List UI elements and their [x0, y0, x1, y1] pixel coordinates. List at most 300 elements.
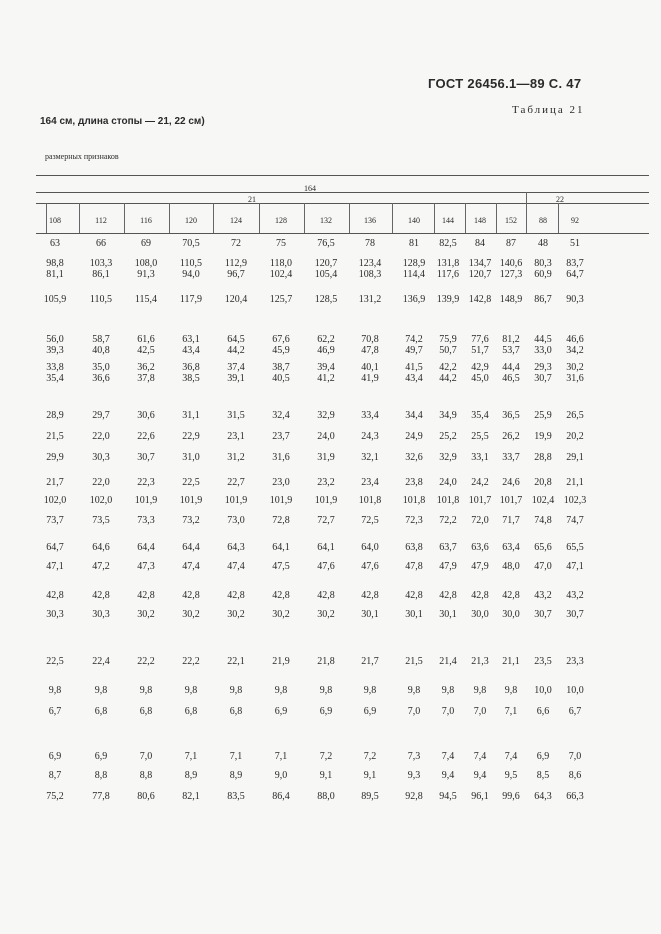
table-cell: 24,9: [405, 431, 423, 442]
table-cell: 64,6: [92, 542, 110, 553]
table-cell: 6,7: [568, 706, 582, 717]
table-cell: 44,4: [502, 362, 520, 373]
table-cell: 65,5: [566, 542, 584, 553]
table-cell: 42,8: [227, 590, 245, 601]
table-cell: 6,9: [363, 706, 377, 717]
table-cell: 42,8: [405, 590, 423, 601]
table-cell: 26,5: [566, 410, 584, 421]
table-cell: 22,1: [227, 656, 245, 667]
table-cell: 9,8: [274, 685, 288, 696]
table-cell: 22,2: [137, 656, 155, 667]
table-cell: 42,8: [272, 590, 290, 601]
column-header: 88: [539, 216, 547, 225]
table-cell: 102,0: [43, 495, 67, 506]
table-cell: 39,1: [227, 373, 245, 384]
table-cell: 82,1: [182, 791, 200, 802]
table-cell: 28,9: [46, 410, 64, 421]
table-cell: 7,3: [407, 751, 421, 762]
table-rule: [36, 233, 649, 234]
table-cell: 102,3: [563, 495, 587, 506]
table-cell: 30,3: [46, 609, 64, 620]
table-cell: 140,6: [499, 258, 523, 269]
table-cell: 6,8: [94, 706, 108, 717]
table-cell: 102,0: [89, 495, 113, 506]
table-cell: 36,8: [182, 362, 200, 373]
table-cell: 7,1: [184, 751, 198, 762]
table-cell: 9,8: [229, 685, 243, 696]
table-cell: 29,1: [566, 452, 584, 463]
table-cell: 36,2: [137, 362, 155, 373]
table-cell: 128,5: [314, 294, 338, 305]
table-cell: 7,1: [504, 706, 518, 717]
table-cell: 32,6: [405, 452, 423, 463]
table-cell: 76,5: [317, 238, 335, 249]
table-cell: 43,2: [566, 590, 584, 601]
table-cell: 105,9: [43, 294, 67, 305]
table-cell: 45,9: [272, 345, 290, 356]
table-cell: 25,5: [471, 431, 489, 442]
table-cell: 42,8: [92, 590, 110, 601]
table-cell: 28,8: [534, 452, 552, 463]
table-cell: 110,5: [89, 294, 113, 305]
table-cell: 6,8: [184, 706, 198, 717]
table-cell: 21,3: [471, 656, 489, 667]
table-cell: 72,8: [272, 515, 290, 526]
table-cell: 6,9: [48, 751, 62, 762]
table-cell: 81,2: [502, 334, 520, 345]
column-header: 116: [140, 216, 152, 225]
table-cell: 115,4: [134, 294, 158, 305]
table-cell: 66,3: [566, 791, 584, 802]
table-cell: 63,4: [502, 542, 520, 553]
table-cell: 22,5: [182, 477, 200, 488]
table-cell: 72: [231, 238, 241, 249]
table-cell: 8,6: [568, 770, 582, 781]
table-cell: 31,6: [566, 373, 584, 384]
table-cell: 72,3: [405, 515, 423, 526]
table-cell: 9,8: [319, 685, 333, 696]
table-cell: 8,7: [48, 770, 62, 781]
table-cell: 6,8: [139, 706, 153, 717]
table-cell: 30,2: [272, 609, 290, 620]
table-cell: 37,4: [227, 362, 245, 373]
table-cell: 30,2: [137, 609, 155, 620]
table-cell: 7,4: [504, 751, 518, 762]
table-cell: 8,9: [229, 770, 243, 781]
table-cell: 23,0: [272, 477, 290, 488]
column-header: 132: [320, 216, 332, 225]
table-cell: 117,9: [179, 294, 203, 305]
table-cell: 30,1: [405, 609, 423, 620]
column-header: 124: [230, 216, 242, 225]
column-header: 144: [442, 216, 454, 225]
table-cell: 21,4: [439, 656, 457, 667]
table-cell: 81,1: [46, 269, 64, 280]
table-cell: 50,7: [439, 345, 457, 356]
table-cell: 89,5: [361, 791, 379, 802]
foot-group-label: 21: [248, 195, 256, 204]
table-cell: 31,1: [182, 410, 200, 421]
table-cell: 72,7: [317, 515, 335, 526]
table-cell: 63,8: [405, 542, 423, 553]
table-cell: 32,9: [317, 410, 335, 421]
table-cell: 7,0: [473, 706, 487, 717]
table-cell: 73,0: [227, 515, 245, 526]
table-cell: 31,5: [227, 410, 245, 421]
table-cell: 86,7: [534, 294, 552, 305]
table-cell: 30,6: [137, 410, 155, 421]
column-header: 108: [49, 216, 61, 225]
table-cell: 30,7: [566, 609, 584, 620]
table-cell: 46,9: [317, 345, 335, 356]
table-cell: 112,9: [224, 258, 248, 269]
table-cell: 41,5: [405, 362, 423, 373]
table-cell: 30,0: [471, 609, 489, 620]
table-cell: 21,9: [272, 656, 290, 667]
table-cell: 6,9: [319, 706, 333, 717]
table-cell: 38,7: [272, 362, 290, 373]
table-cell: 42,8: [317, 590, 335, 601]
table-cell: 44,2: [227, 345, 245, 356]
table-cell: 9,8: [363, 685, 377, 696]
table-cell: 40,5: [272, 373, 290, 384]
table-cell: 73,5: [92, 515, 110, 526]
table-cell: 39,3: [46, 345, 64, 356]
table-cell: 22,5: [46, 656, 64, 667]
table-cell: 74,2: [405, 334, 423, 345]
table-cell: 9,8: [473, 685, 487, 696]
table-cell: 23,3: [566, 656, 584, 667]
table-cell: 47,1: [46, 561, 64, 572]
table-cell: 94,0: [182, 269, 200, 280]
table-cell: 22,7: [227, 477, 245, 488]
table-cell: 63,7: [439, 542, 457, 553]
table-cell: 29,9: [46, 452, 64, 463]
table-cell: 7,1: [229, 751, 243, 762]
table-cell: 64,1: [317, 542, 335, 553]
table-cell: 78: [365, 238, 375, 249]
table-cell: 71,7: [502, 515, 520, 526]
table-cell: 41,9: [361, 373, 379, 384]
table-cell: 35,4: [471, 410, 489, 421]
table-cell: 120,7: [468, 269, 492, 280]
table-cell: 32,1: [361, 452, 379, 463]
table-cell: 8,9: [184, 770, 198, 781]
table-cell: 23,5: [534, 656, 552, 667]
table-cell: 24,3: [361, 431, 379, 442]
table-cell: 47,8: [405, 561, 423, 572]
table-cell: 120,7: [314, 258, 338, 269]
table-cell: 136,9: [402, 294, 426, 305]
table-cell: 30,1: [361, 609, 379, 620]
column-header: 148: [474, 216, 486, 225]
table-cell: 30,0: [502, 609, 520, 620]
table-cell: 40,8: [92, 345, 110, 356]
table-cell: 32,9: [439, 452, 457, 463]
table-cell: 33,8: [46, 362, 64, 373]
table-cell: 72,0: [471, 515, 489, 526]
table-cell: 120,4: [224, 294, 248, 305]
table-cell: 9,4: [473, 770, 487, 781]
table-cell: 21,5: [46, 431, 64, 442]
table-cell: 29,3: [534, 362, 552, 373]
table-cell: 30,2: [566, 362, 584, 373]
table-cell: 64,5: [227, 334, 245, 345]
table-cell: 102,4: [269, 269, 293, 280]
table-cell: 86,4: [272, 791, 290, 802]
table-cell: 101,9: [134, 495, 158, 506]
table-cell: 49,7: [405, 345, 423, 356]
table-cell: 51: [570, 238, 580, 249]
table-cell: 123,4: [358, 258, 382, 269]
column-header: 92: [571, 216, 579, 225]
table-cell: 30,3: [92, 452, 110, 463]
table-cell: 31,6: [272, 452, 290, 463]
table-cell: 42,8: [361, 590, 379, 601]
table-cell: 42,8: [439, 590, 457, 601]
table-cell: 23,2: [317, 477, 335, 488]
table-cell: 101,7: [499, 495, 523, 506]
table-cell: 6,6: [536, 706, 550, 717]
table-cell: 10,0: [566, 685, 584, 696]
table-cell: 20,8: [534, 477, 552, 488]
table-cell: 98,8: [46, 258, 64, 269]
table-cell: 64,3: [227, 542, 245, 553]
table-subtitle: 164 см, длина стопы — 21, 22 см): [40, 116, 205, 127]
table-cell: 8,8: [139, 770, 153, 781]
table-cell: 84: [475, 238, 485, 249]
table-cell: 81: [409, 238, 419, 249]
table-cell: 20,2: [566, 431, 584, 442]
table-cell: 45,0: [471, 373, 489, 384]
table-cell: 24,6: [502, 477, 520, 488]
table-cell: 9,5: [504, 770, 518, 781]
table-cell: 47,2: [92, 561, 110, 572]
table-cell: 34,2: [566, 345, 584, 356]
table-cell: 21,8: [317, 656, 335, 667]
table-cell: 101,8: [402, 495, 426, 506]
table-cell: 30,2: [227, 609, 245, 620]
table-cell: 47,4: [182, 561, 200, 572]
table-cell: 31,9: [317, 452, 335, 463]
features-caption: размерных признаков: [45, 152, 119, 161]
table-cell: 9,8: [184, 685, 198, 696]
table-cell: 92,8: [405, 791, 423, 802]
table-cell: 108,0: [134, 258, 158, 269]
table-cell: 36,5: [502, 410, 520, 421]
table-cell: 7,0: [139, 751, 153, 762]
table-cell: 41,2: [317, 373, 335, 384]
foot-group-label: 22: [556, 195, 564, 204]
table-cell: 72,2: [439, 515, 457, 526]
table-cell: 46,6: [566, 334, 584, 345]
table-cell: 7,2: [363, 751, 377, 762]
table-cell: 75: [276, 238, 286, 249]
table-cell: 101,7: [468, 495, 492, 506]
table-cell: 23,7: [272, 431, 290, 442]
table-cell: 6,9: [94, 751, 108, 762]
column-header: 136: [364, 216, 376, 225]
document-header: ГОСТ 26456.1—89 С. 47: [428, 76, 582, 91]
table-cell: 125,7: [269, 294, 293, 305]
table-cell: 74,8: [534, 515, 552, 526]
height-group-label: 164: [304, 184, 316, 193]
table-cell: 77,6: [471, 334, 489, 345]
table-cell: 9,3: [407, 770, 421, 781]
table-cell: 22,4: [92, 656, 110, 667]
table-cell: 7,4: [441, 751, 455, 762]
table-cell: 73,3: [137, 515, 155, 526]
table-cell: 139,9: [436, 294, 460, 305]
table-cell: 96,1: [471, 791, 489, 802]
table-cell: 21,1: [566, 477, 584, 488]
table-cell: 148,9: [499, 294, 523, 305]
table-cell: 42,9: [471, 362, 489, 373]
table-cell: 77,8: [92, 791, 110, 802]
table-cell: 42,8: [46, 590, 64, 601]
table-cell: 6,7: [48, 706, 62, 717]
table-cell: 75,9: [439, 334, 457, 345]
table-cell: 23,1: [227, 431, 245, 442]
table-cell: 7,4: [473, 751, 487, 762]
table-cell: 30,7: [534, 373, 552, 384]
table-cell: 86,1: [92, 269, 110, 280]
table-cell: 131,2: [358, 294, 382, 305]
table-cell: 101,9: [269, 495, 293, 506]
table-cell: 7,1: [274, 751, 288, 762]
table-cell: 30,7: [137, 452, 155, 463]
table-cell: 42,8: [182, 590, 200, 601]
table-cell: 8,8: [94, 770, 108, 781]
table-cell: 9,8: [407, 685, 421, 696]
table-cell: 24,0: [317, 431, 335, 442]
table-cell: 7,2: [319, 751, 333, 762]
table-cell: 110,5: [179, 258, 203, 269]
table-cell: 48,0: [502, 561, 520, 572]
table-cell: 7,0: [407, 706, 421, 717]
table-cell: 70,8: [361, 334, 379, 345]
column-header: 112: [95, 216, 107, 225]
table-cell: 21,7: [361, 656, 379, 667]
table-cell: 6,9: [536, 751, 550, 762]
column-header: 128: [275, 216, 287, 225]
table-cell: 42,8: [137, 590, 155, 601]
table-cell: 31,0: [182, 452, 200, 463]
table-cell: 43,2: [534, 590, 552, 601]
table-cell: 134,7: [468, 258, 492, 269]
table-cell: 30,2: [317, 609, 335, 620]
table-cell: 73,2: [182, 515, 200, 526]
table-cell: 64,7: [566, 269, 584, 280]
table-cell: 118,0: [269, 258, 293, 269]
table-cell: 101,8: [436, 495, 460, 506]
table-cell: 42,8: [502, 590, 520, 601]
table-cell: 63,6: [471, 542, 489, 553]
table-cell: 21,1: [502, 656, 520, 667]
table-cell: 46,5: [502, 373, 520, 384]
column-header: 140: [408, 216, 420, 225]
table-cell: 47,4: [227, 561, 245, 572]
table-cell: 127,3: [499, 269, 523, 280]
table-cell: 9,8: [48, 685, 62, 696]
table-cell: 39,4: [317, 362, 335, 373]
table-cell: 23,8: [405, 477, 423, 488]
table-cell: 58,7: [92, 334, 110, 345]
table-cell: 25,2: [439, 431, 457, 442]
table-cell: 64,1: [272, 542, 290, 553]
table-cell: 43,4: [182, 345, 200, 356]
table-cell: 42,2: [439, 362, 457, 373]
table-cell: 74,7: [566, 515, 584, 526]
table-cell: 9,8: [94, 685, 108, 696]
table-cell: 47,3: [137, 561, 155, 572]
table-cell: 47,6: [361, 561, 379, 572]
table-cell: 21,5: [405, 656, 423, 667]
table-cell: 72,5: [361, 515, 379, 526]
table-cell: 9,0: [274, 770, 288, 781]
table-cell: 10,0: [534, 685, 552, 696]
table-cell: 33,1: [471, 452, 489, 463]
table-cell: 82,5: [439, 238, 457, 249]
table-cell: 35,0: [92, 362, 110, 373]
table-rule: [36, 192, 649, 193]
table-cell: 51,7: [471, 345, 489, 356]
table-cell: 101,9: [314, 495, 338, 506]
table-cell: 33,4: [361, 410, 379, 421]
table-cell: 9,8: [441, 685, 455, 696]
table-cell: 63: [50, 238, 60, 249]
table-cell: 142,8: [468, 294, 492, 305]
table-cell: 32,4: [272, 410, 290, 421]
table-cell: 87: [506, 238, 516, 249]
table-cell: 30,7: [534, 609, 552, 620]
group-divider: [526, 192, 527, 203]
table-cell: 70,5: [182, 238, 200, 249]
table-cell: 96,7: [227, 269, 245, 280]
table-cell: 64,4: [182, 542, 200, 553]
table-cell: 64,7: [46, 542, 64, 553]
table-cell: 22,6: [137, 431, 155, 442]
table-cell: 47,8: [361, 345, 379, 356]
table-cell: 40,1: [361, 362, 379, 373]
table-cell: 42,8: [471, 590, 489, 601]
table-cell: 9,8: [139, 685, 153, 696]
table-cell: 29,7: [92, 410, 110, 421]
table-cell: 61,6: [137, 334, 155, 345]
table-cell: 102,4: [531, 495, 555, 506]
table-cell: 48: [538, 238, 548, 249]
table-cell: 101,9: [224, 495, 248, 506]
table-cell: 9,8: [504, 685, 518, 696]
table-cell: 22,0: [92, 477, 110, 488]
table-cell: 83,5: [227, 791, 245, 802]
table-cell: 22,2: [182, 656, 200, 667]
table-cell: 42,5: [137, 345, 155, 356]
table-rule: [36, 175, 649, 176]
table-cell: 19,9: [534, 431, 552, 442]
table-cell: 80,3: [534, 258, 552, 269]
table-cell: 60,9: [534, 269, 552, 280]
table-cell: 66: [96, 238, 106, 249]
table-cell: 22,3: [137, 477, 155, 488]
table-cell: 73,7: [46, 515, 64, 526]
table-cell: 21,7: [46, 477, 64, 488]
table-cell: 34,9: [439, 410, 457, 421]
table-cell: 103,3: [89, 258, 113, 269]
table-cell: 37,8: [137, 373, 155, 384]
table-cell: 53,7: [502, 345, 520, 356]
table-cell: 69: [141, 238, 151, 249]
